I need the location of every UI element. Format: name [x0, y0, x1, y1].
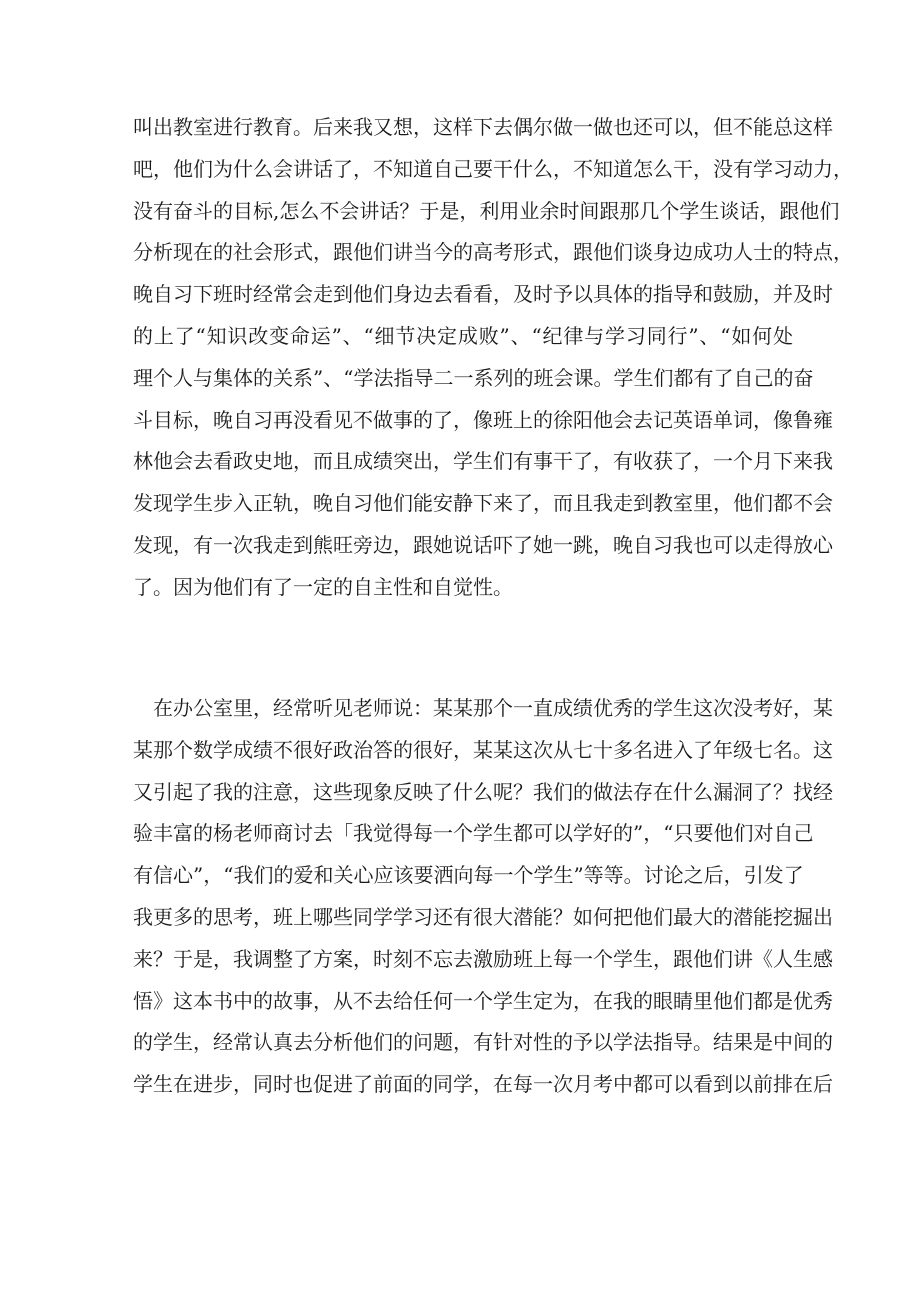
- text-line: 悟》这本书中的故事，从不去给任何一个学生定为，在我的眼睛里他们都是优秀: [133, 988, 833, 1013]
- text-line: 发现，有一次我走到熊旺旁边，跟她说话吓了她一跳，晚自习我也可以走得放心: [133, 532, 833, 557]
- text-line: 的上了“知识改变命运”、“细节决定成败”、“纪律与学习同行”、“如何处: [133, 323, 793, 348]
- paragraph-2: [133, 688, 833, 1106]
- text-line: 有信心”，“我们的爱和关心应该要洒向每一个学生”等等。讨论之后，引发了: [133, 863, 804, 888]
- text-line: 叫出教室进行教育。后来我又想，这样下去偶尔做一做也还可以，但不能总这样: [133, 115, 833, 139]
- text-line: 某那个数学成绩不很好政治答的很好，某某这次从七十多名进入了年级七名。这: [133, 737, 833, 762]
- text-line: 斗目标，晚自习再没看见不做事的了，像班上的徐阳他会去记英语单词，像鲁雍: [133, 407, 833, 432]
- text-line: 学生在进步，同时也促进了前面的同学，在每一次月考中都可以看到以前排在后: [133, 1072, 833, 1097]
- text-line: 在办公室里，经常听见老师说：某某那个一直成绩优秀的学生这次没考好，某: [153, 696, 833, 720]
- text-line: 林他会去看政史地，而且成绩突出，学生们有事干了，有收获了，一个月下来我: [133, 449, 833, 474]
- paragraph-1: [133, 107, 853, 609]
- text-line: 了。因为他们有了一定的自主性和自觉性。: [133, 574, 513, 599]
- text-line: 又引起了我的注意，这些现象反映了什么呢？我们的做法存在什么漏洞了？找经: [133, 779, 833, 804]
- text-line: 验丰富的杨老师商讨去「我觉得每一个学生都可以学好的”，“只要他们对自己: [133, 821, 814, 846]
- text-line: 吧，他们为什么会讲话了，不知道自己要干什么，不知道怎么干，没有学习动力，: [133, 156, 853, 181]
- text-line: 没有奋斗的目标,怎么不会讲话？于是，利用业余时间跟那几个学生谈话，跟他们: [133, 198, 840, 223]
- text-line: 理个人与集体的关系”、“学法指导二一系列的班会课。学生们都有了自己的奋: [133, 365, 814, 390]
- text-line: 分析现在的社会形式，跟他们讲当今的高考形式，跟他们谈身边成功人士的特点，: [133, 240, 853, 265]
- text-line: 我更多的思考，班上哪些同学学习还有很大潜能？如何把他们最大的潜能挖掘出: [133, 904, 833, 929]
- text-line: 的学生，经常认真去分析他们的问题，有针对性的予以学法指导。结果是中间的: [133, 1030, 833, 1055]
- text-line: 来？于是，我调整了方案，时刻不忘去激励班上每一个学生，跟他们讲《人生感: [133, 946, 833, 971]
- text-line: 发现学生步入正轨，晚自习他们能安静下来了，而且我走到教室里，他们都不会: [133, 491, 833, 516]
- text-line: 晚自习下班时经常会走到他们身边去看看，及时予以具体的指导和鼓励，并及时: [133, 282, 833, 307]
